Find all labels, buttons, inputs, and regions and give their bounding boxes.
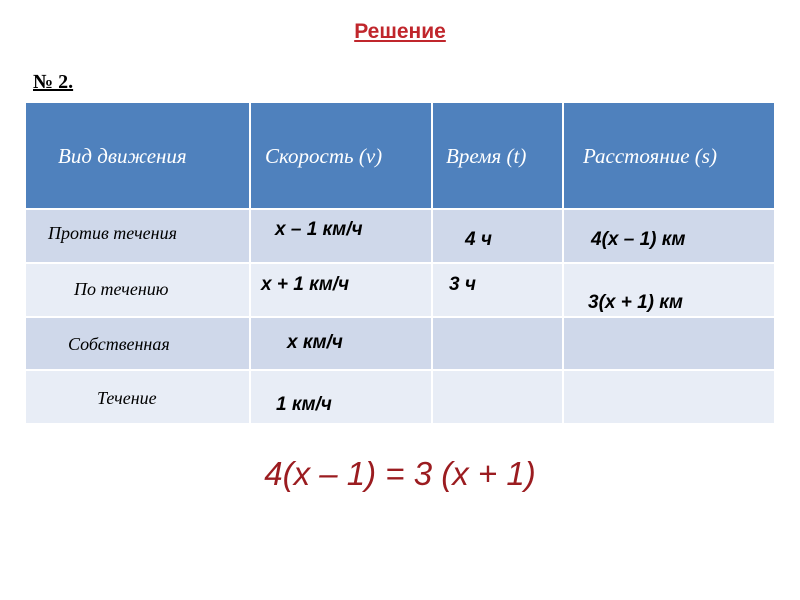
time-upstream: 4 ч (465, 229, 492, 250)
row-label-downstream: По течению (74, 279, 169, 299)
header-distance: Расстояние (s) (583, 144, 717, 168)
speed-current: 1 км/ч (276, 394, 332, 415)
page-title: Решение (354, 20, 446, 43)
distance-upstream: 4(x – 1) км (591, 229, 686, 250)
equation: 4(x – 1) = 3 (x + 1) (264, 455, 536, 492)
table-cell (432, 209, 563, 263)
table-cell (563, 370, 775, 424)
speed-upstream: x – 1 км/ч (275, 219, 363, 240)
speed-downstream: x + 1 км/ч (261, 274, 350, 295)
problem-number: № 2. (33, 71, 74, 93)
table-cell (563, 317, 775, 370)
row-label-own: Собственная (68, 334, 170, 354)
table-cell (432, 370, 563, 424)
row-label-current: Течение (97, 388, 157, 408)
header-time: Время (t) (446, 144, 527, 168)
time-downstream: 3 ч (449, 274, 476, 295)
distance-downstream: 3(x + 1) км (588, 292, 683, 313)
header-motion-type: Вид движения (58, 144, 187, 168)
row-label-upstream: Против течения (48, 223, 177, 243)
speed-own: x км/ч (287, 332, 343, 353)
header-speed: Скорость (v) (265, 144, 383, 168)
motion-table (25, 102, 775, 424)
table-cell (432, 317, 563, 370)
